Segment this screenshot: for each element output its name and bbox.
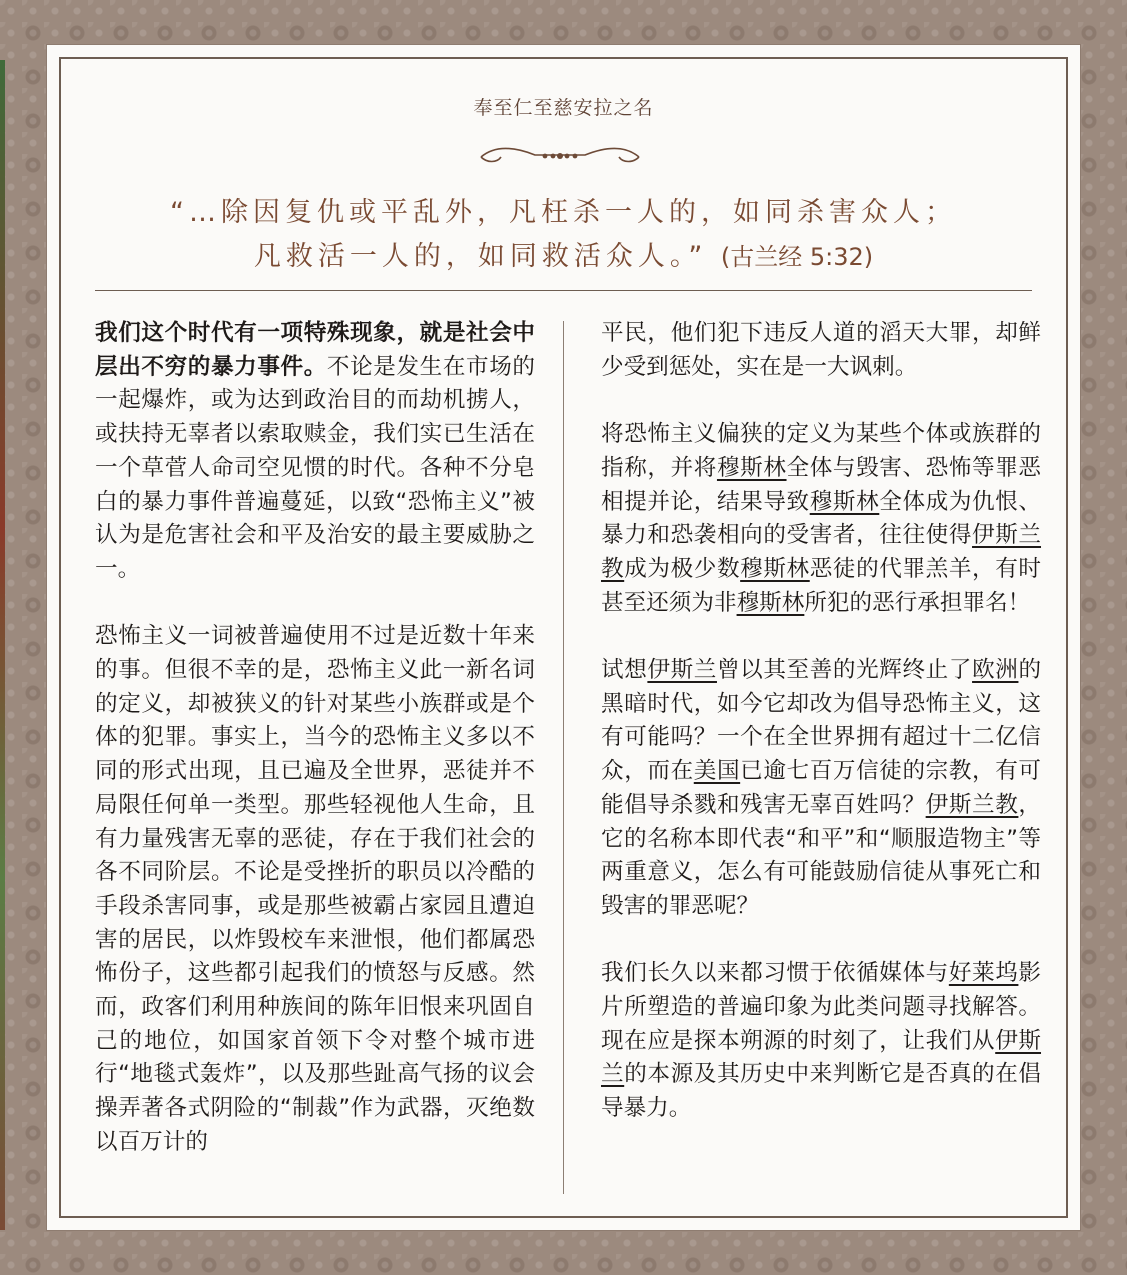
underlined-term: 穆斯林 (716, 454, 787, 481)
text-run: 全体与毁害、恐怖等罪恶相提并论，结果导致 (601, 454, 1042, 515)
underlined-term: 穆斯林 (809, 488, 880, 515)
right-column (601, 317, 1041, 1160)
text-run: 已逾七百万信徒的宗教，有可能倡导杀戮和残害无辜百姓吗？ (601, 758, 1042, 818)
left-column (95, 317, 535, 1193)
left-paragraph-1-text: 不论是发生在市场的一起爆炸，或为达到政治目的而劫机掳人，或扶持无辜者以索取赎金，我们实已生活在一个草菅人命司空见惯的时代。各种不分皂白的暴力事件普遍蔓延，以致“恐怖主义”被认为是危害社会和平及治安的最主要威胁之一。 (95, 353, 536, 582)
text-run: 曾以其至善的光辉终止了 (716, 657, 973, 683)
page-heading: 奉至仁至慈安拉之名 (473, 97, 654, 119)
underlined-term: 好莱坞 (948, 960, 1019, 987)
underlined-term: 美国 (693, 758, 741, 785)
text-run: 将恐怖主义偏狭的定义为某些个体或族群的指称，并将 (601, 421, 1041, 481)
column-divider (563, 321, 564, 1194)
quote-separator (95, 290, 1032, 291)
left-paragraph-2: 恐怖主义一词被普遍使用不过是近数十年来的事。但很不幸的是，恐怖主义此一新名词的定义，却被狭义的针对某些小族群或是个体的犯罪。事实上，当今的恐怖主义多以不同的形式出现，且已遍及全世界，恶徒并不局限任何单一类型。那些轻视他人生命，且有力量残害无辜的恶徒，存在于我们社会的各不同阶层。不论是受挫折的职员以冷酷的手段杀害同事，或是那些被霸占家园且遭迫害的居民，以炸毁校车来泄恨，他们都属恐怖份子，这些都引起我们的愤怒与反感。然而，政客们利用种族间的陈年旧恨来巩固自己的地位，如国家首领下令对整个城市进行“地毯式轰炸”，以及那些趾高气扬的议会操弄著各式阴险的“制裁”作为武器，灭绝数以百万计的 (95, 623, 535, 1155)
underlined-term: 伊斯兰教 (601, 522, 1042, 582)
text-run: 我们长久以来都习惯于依循媒体与 (601, 960, 949, 987)
underlined-term: 伊斯兰 (647, 657, 717, 683)
right-paragraph-3 (601, 654, 1041, 924)
text-run: ，它的名称本即代表“和平”和“顺服造物主”等两重意义，怎么有可能鼓励信徒从事死亡和毁害的罪恶呢？ (601, 791, 1042, 919)
right-paragraph-1: 平民，他们犯下违反人道的滔天大罪，却鲜少受到惩处，实在是一大讽刺。 (601, 320, 1041, 380)
quote-line-1: “…除因复仇或平乱外，凡枉杀一人的，如同杀害众人； (170, 197, 957, 228)
underlined-term: 欧洲 (972, 657, 1019, 683)
text-run: 的本源及其历史中来判断它是否真的在倡导暴力。 (601, 1061, 1042, 1122)
underlined-term: 伊斯兰教 (925, 791, 1019, 818)
quote-reference: (古兰经 5:32) (720, 243, 874, 271)
quote-line-2-text: 凡救活一人的，如同救活众人。” (253, 241, 708, 272)
underlined-term: 伊斯兰 (601, 1027, 1042, 1088)
underlined-term: 穆斯林 (740, 555, 810, 582)
text-run: 全体成为仇恨、暴力和恐袭相向的受害者，往往使得 (601, 488, 1042, 549)
right-paragraph-2 (601, 418, 1041, 620)
text-run: 成为极少数 (624, 555, 741, 582)
lead-bold-text: 我们这个时代有一项特殊现象，就是社会中层出不穷的暴力事件。 (95, 320, 535, 380)
quran-quote (107, 191, 1020, 279)
right-paragraph-4 (601, 957, 1041, 1126)
ornament-divider-icon (475, 141, 645, 171)
left-paragraph-1 (95, 317, 535, 587)
text-run: 试想 (601, 657, 648, 683)
underlined-term: 穆斯林 (736, 589, 805, 616)
left-edge-accent (0, 60, 5, 1230)
quote-line-2 (107, 235, 1020, 279)
document-card (47, 45, 1080, 1230)
text-run: 所犯的恶行承担罪名！ (804, 589, 1031, 616)
text-run: 影片所塑造的普遍印象为此类问题寻找解答。现在应是探本朔源的时刻了，让我们从 (601, 960, 1042, 1054)
text-run: 恶徒的代罪羔羊，有时甚至还须为非 (601, 555, 1042, 616)
text-run: 的黑暗时代，如今它却改为倡导恐怖主义，这有可能吗？一个在全世界拥有超过十二亿信众，而在 (601, 657, 1042, 785)
